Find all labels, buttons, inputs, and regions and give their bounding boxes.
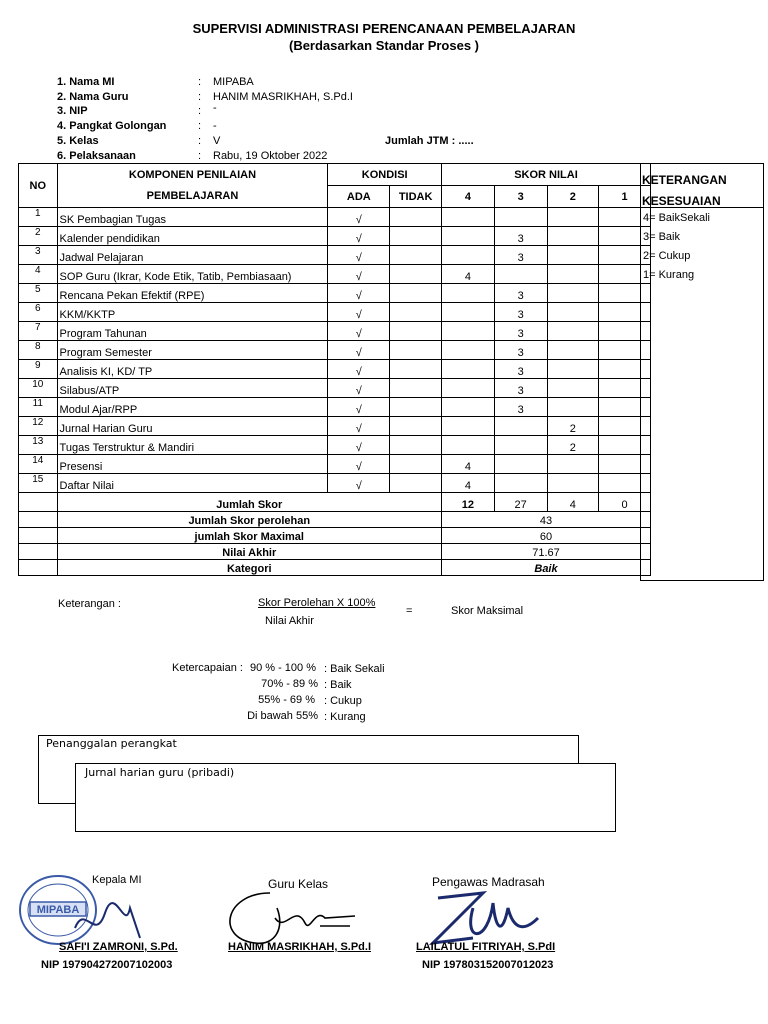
info-value: -: [213, 120, 217, 132]
info-label: 5. Kelas: [57, 135, 99, 147]
row-skor-3: 3: [494, 379, 547, 398]
row-ada: √: [328, 474, 390, 493]
row-skor-2: [547, 360, 599, 379]
row-no: 14: [19, 455, 58, 474]
info-colon: :: [198, 120, 202, 132]
row-skor-3: [494, 265, 547, 284]
row-tidak: [390, 398, 442, 417]
row-tidak: [390, 455, 442, 474]
table-row: [19, 303, 651, 322]
info-label: 6. Pelaksanaan: [57, 150, 136, 162]
row-skor-4: 4: [442, 455, 495, 474]
table-row: [19, 417, 651, 436]
row-no: 4: [19, 265, 58, 284]
row-tidak: [390, 208, 442, 227]
info-value: MIPABA: [213, 76, 254, 88]
row-component: KKM/KKTP: [57, 303, 328, 322]
table-row: [19, 379, 651, 398]
info-colon: :: [198, 105, 202, 117]
info-row: [0, 120, 768, 134]
row-tidak: [390, 265, 442, 284]
row-ada: √: [328, 208, 390, 227]
ketercapaian-label: Ketercapaian :: [172, 662, 243, 674]
info-row: [0, 76, 768, 90]
table-row: [19, 322, 651, 341]
row-skor-2: 2: [547, 417, 599, 436]
row-skor-1: [599, 246, 651, 265]
row-no: 12: [19, 417, 58, 436]
pengawas-title: Pengawas Madrasah: [432, 875, 545, 889]
header-no: NO: [19, 164, 58, 208]
row-no: 3: [19, 246, 58, 265]
summary-no-cell: [19, 512, 58, 528]
row-component: SK Pembagian Tugas: [57, 208, 328, 227]
row-skor-2: [547, 208, 599, 227]
info-row: [0, 150, 768, 164]
keterangan-item: 3= Baik: [643, 231, 680, 243]
nilai-akhir-label: Nilai Akhir: [57, 544, 441, 560]
row-skor-2: [547, 398, 599, 417]
kepala-name: SAFI'I ZAMRONI, S.Pd.: [59, 941, 178, 953]
row-component: Rencana Pekan Efektif (RPE): [57, 284, 328, 303]
row-skor-2: [547, 227, 599, 246]
stamp-text: MIPABA: [36, 904, 80, 916]
row-ada: √: [328, 341, 390, 360]
row-skor-3: 3: [494, 303, 547, 322]
keterangan-column: [640, 163, 764, 581]
row-tidak: [390, 284, 442, 303]
ketercapaian-desc: : Baik Sekali: [324, 663, 385, 675]
ketercapaian-range: Di bawah 55%: [247, 710, 318, 722]
jumlah-skor-4: 12: [442, 493, 495, 512]
formula-denominator: Nilai Akhir: [265, 615, 314, 627]
header-ada: ADA: [328, 186, 390, 208]
row-component: Silabus/ATP: [57, 379, 328, 398]
row-skor-1: [599, 455, 651, 474]
row-ada: √: [328, 246, 390, 265]
summary-no-cell: [19, 544, 58, 560]
row-component: Daftar Nilai: [57, 474, 328, 493]
header-kondisi: KONDISI: [328, 164, 442, 186]
row-skor-2: [547, 322, 599, 341]
row-skor-2: [547, 455, 599, 474]
row-ada: √: [328, 398, 390, 417]
table-row: [19, 455, 651, 474]
pengawas-nip: NIP 197803152007012023: [422, 959, 554, 971]
row-tidak: [390, 246, 442, 265]
row-ada: √: [328, 379, 390, 398]
row-ada: √: [328, 265, 390, 284]
table-body: [19, 208, 651, 493]
guru-title: Guru Kelas: [268, 877, 329, 891]
row-skor-1: [599, 379, 651, 398]
row-skor-2: [547, 341, 599, 360]
row-skor-1: [599, 265, 651, 284]
row-ada: √: [328, 417, 390, 436]
row-skor-4: [442, 322, 495, 341]
row-skor-3: [494, 474, 547, 493]
row-skor-3: [494, 455, 547, 474]
row-no: 6: [19, 303, 58, 322]
row-skor-1: [599, 474, 651, 493]
keterangan-item: 4= BaikSekali: [643, 212, 710, 224]
row-skor-1: [599, 284, 651, 303]
jtm-label: Jumlah JTM : .....: [385, 135, 474, 147]
row-skor-1: [599, 398, 651, 417]
row-ada: √: [328, 284, 390, 303]
row-tidak: [390, 322, 442, 341]
row-ada: √: [328, 227, 390, 246]
row-tidak: [390, 341, 442, 360]
header-skor-2: 2: [547, 186, 599, 208]
row-component: Kalender pendidikan: [57, 227, 328, 246]
row-tidak: [390, 360, 442, 379]
header-tidak: TIDAK: [390, 186, 442, 208]
row-ada: √: [328, 360, 390, 379]
kepala-title: Kepala MI: [92, 874, 142, 886]
header-komponen: KOMPONEN PENILAIAN: [57, 164, 328, 186]
row-skor-4: 4: [442, 474, 495, 493]
row-skor-4: [442, 436, 495, 455]
keterangan-header: [642, 170, 727, 212]
penanggalan-label: Penanggalan perangkat: [46, 737, 177, 750]
keterangan-item: 1= Kurang: [643, 269, 695, 281]
row-component: Analisis KI, KD/ TP: [57, 360, 328, 379]
row-skor-2: [547, 303, 599, 322]
row-no: 2: [19, 227, 58, 246]
row-skor-1: [599, 360, 651, 379]
row-skor-4: [442, 303, 495, 322]
document-title: SUPERVISI ADMINISTRASI PERENCANAAN PEMBELAJARAN: [192, 21, 576, 36]
row-skor-3: 3: [494, 360, 547, 379]
maximal-value: 60: [442, 528, 651, 544]
table-row: [19, 341, 651, 360]
row-no: 7: [19, 322, 58, 341]
info-value: HANIM MASRIKHAH, S.Pd.I: [213, 91, 353, 103]
jumlah-skor-label: Jumlah Skor: [57, 493, 441, 512]
row-skor-2: [547, 379, 599, 398]
row-skor-2: 2: [547, 436, 599, 455]
info-label: 4. Pangkat Golongan: [57, 120, 167, 132]
table-row: [19, 227, 651, 246]
jumlah-skor-2: 4: [547, 493, 599, 512]
row-no: 15: [19, 474, 58, 493]
row-skor-4: [442, 227, 495, 246]
formula-equals: =: [406, 605, 413, 617]
perolehan-label: Jumlah Skor perolehan: [57, 512, 441, 528]
row-skor-1: [599, 417, 651, 436]
row-skor-1: [599, 341, 651, 360]
formula-right: Skor Maksimal: [451, 605, 524, 617]
jumlah-skor-1: 0: [599, 493, 651, 512]
keterangan-header-line2: KESESUAIAN: [642, 194, 721, 208]
row-skor-4: 4: [442, 265, 495, 284]
header-skor: SKOR NILAI: [442, 164, 651, 186]
row-no: 13: [19, 436, 58, 455]
pengawas-signature: [428, 888, 548, 948]
info-value: -: [213, 102, 217, 114]
info-row: [0, 135, 768, 149]
info-value: V: [213, 135, 221, 147]
assessment-table: [18, 163, 651, 576]
perolehan-value: 43: [442, 512, 651, 528]
table-row: [19, 398, 651, 417]
row-component: SOP Guru (Ikrar, Kode Etik, Tatib, Pembiasaan): [57, 265, 328, 284]
info-label: 1. Nama MI: [57, 76, 115, 88]
info-colon: :: [198, 150, 202, 162]
row-tidak: [390, 303, 442, 322]
row-skor-4: [442, 398, 495, 417]
info-colon: :: [198, 135, 202, 147]
ketercapaian-range: 90 % - 100 %: [249, 662, 316, 674]
row-ada: √: [328, 436, 390, 455]
summary-no-cell: [19, 560, 58, 576]
kepala-nip: NIP 197904272007102003: [41, 959, 173, 971]
row-ada: √: [328, 455, 390, 474]
row-skor-1: [599, 436, 651, 455]
row-no: 9: [19, 360, 58, 379]
kategori-value: Baik: [442, 560, 651, 576]
row-skor-2: [547, 284, 599, 303]
ketercapaian-desc: : Cukup: [324, 695, 362, 707]
row-component: Tugas Terstruktur & Mandiri: [57, 436, 328, 455]
header-skor-3: 3: [494, 186, 547, 208]
row-tidak: [390, 417, 442, 436]
nilai-akhir-value: 71.67: [442, 544, 651, 560]
info-label: 3. NIP: [57, 105, 88, 117]
row-skor-2: [547, 246, 599, 265]
row-component: Presensi: [57, 455, 328, 474]
row-skor-1: [599, 208, 651, 227]
ketercapaian-range: 70% - 89 %: [261, 678, 318, 690]
info-colon: :: [198, 91, 202, 103]
info-label: 2. Nama Guru: [57, 91, 129, 103]
row-skor-3: 3: [494, 322, 547, 341]
table-row: [19, 265, 651, 284]
row-component: Modul Ajar/RPP: [57, 398, 328, 417]
kategori-label: Kategori: [57, 560, 441, 576]
row-tidak: [390, 379, 442, 398]
row-ada: √: [328, 322, 390, 341]
row-skor-1: [599, 322, 651, 341]
row-skor-4: [442, 341, 495, 360]
row-skor-2: [547, 474, 599, 493]
table-row: [19, 284, 651, 303]
info-colon: :: [198, 76, 202, 88]
header-skor-1: 1: [599, 186, 651, 208]
row-component: Program Tahunan: [57, 322, 328, 341]
row-skor-4: [442, 246, 495, 265]
row-no: 8: [19, 341, 58, 360]
row-skor-3: 3: [494, 284, 547, 303]
row-skor-3: 3: [494, 246, 547, 265]
row-no: 10: [19, 379, 58, 398]
jumlah-skor-3: 27: [494, 493, 547, 512]
table-row: [19, 246, 651, 265]
header-komponen-line2: PEMBELAJARAN: [57, 186, 328, 208]
row-skor-3: 3: [494, 227, 547, 246]
row-skor-3: 3: [494, 341, 547, 360]
table-row: [19, 208, 651, 227]
formula-numerator: Skor Perolehan X 100%: [258, 597, 376, 609]
info-value: Rabu, 19 Oktober 2022: [213, 150, 328, 162]
guru-name: HANIM MASRIKHAH, S.Pd.I: [228, 941, 371, 953]
row-skor-3: 3: [494, 398, 547, 417]
row-skor-1: [599, 303, 651, 322]
row-component: Jadwal Pelajaran: [57, 246, 328, 265]
row-ada: √: [328, 303, 390, 322]
row-no: 1: [19, 208, 58, 227]
row-skor-4: [442, 208, 495, 227]
row-tidak: [390, 436, 442, 455]
row-no: 5: [19, 284, 58, 303]
row-skor-4: [442, 284, 495, 303]
row-skor-1: [599, 227, 651, 246]
row-skor-4: [442, 417, 495, 436]
table-row: [19, 474, 651, 493]
table-row: [19, 436, 651, 455]
summary-no-cell: [19, 528, 58, 544]
ketercapaian-desc: : Kurang: [324, 711, 366, 723]
jurnal-label: Jurnal harian guru (pribadi): [85, 766, 235, 779]
ketercapaian-desc: : Baik: [324, 679, 352, 691]
total-no-cell: [19, 493, 58, 512]
keterangan-header-line1: KETERANGAN: [642, 173, 727, 187]
row-skor-3: [494, 417, 547, 436]
row-component: Program Semester: [57, 341, 328, 360]
kepala-signature: [70, 898, 150, 946]
document-subtitle: (Berdasarkan Standar Proses ): [288, 38, 480, 53]
row-component: Jurnal Harian Guru: [57, 417, 328, 436]
keterangan-item: 2= Cukup: [643, 250, 691, 262]
row-no: 11: [19, 398, 58, 417]
row-tidak: [390, 227, 442, 246]
maximal-label: jumlah Skor Maximal: [57, 528, 441, 544]
row-skor-3: [494, 208, 547, 227]
formula-label: Keterangan :: [58, 598, 121, 610]
info-row: [0, 102, 768, 119]
row-skor-4: [442, 379, 495, 398]
ketercapaian-range: 55% - 69 %: [258, 694, 315, 706]
table-row: [19, 360, 651, 379]
row-skor-4: [442, 360, 495, 379]
header-skor-4: 4: [442, 186, 495, 208]
row-skor-2: [547, 265, 599, 284]
pengawas-name: LAILATUL FITRIYAH, S.PdI: [416, 941, 556, 953]
row-tidak: [390, 474, 442, 493]
row-skor-3: [494, 436, 547, 455]
info-row: [0, 91, 768, 105]
